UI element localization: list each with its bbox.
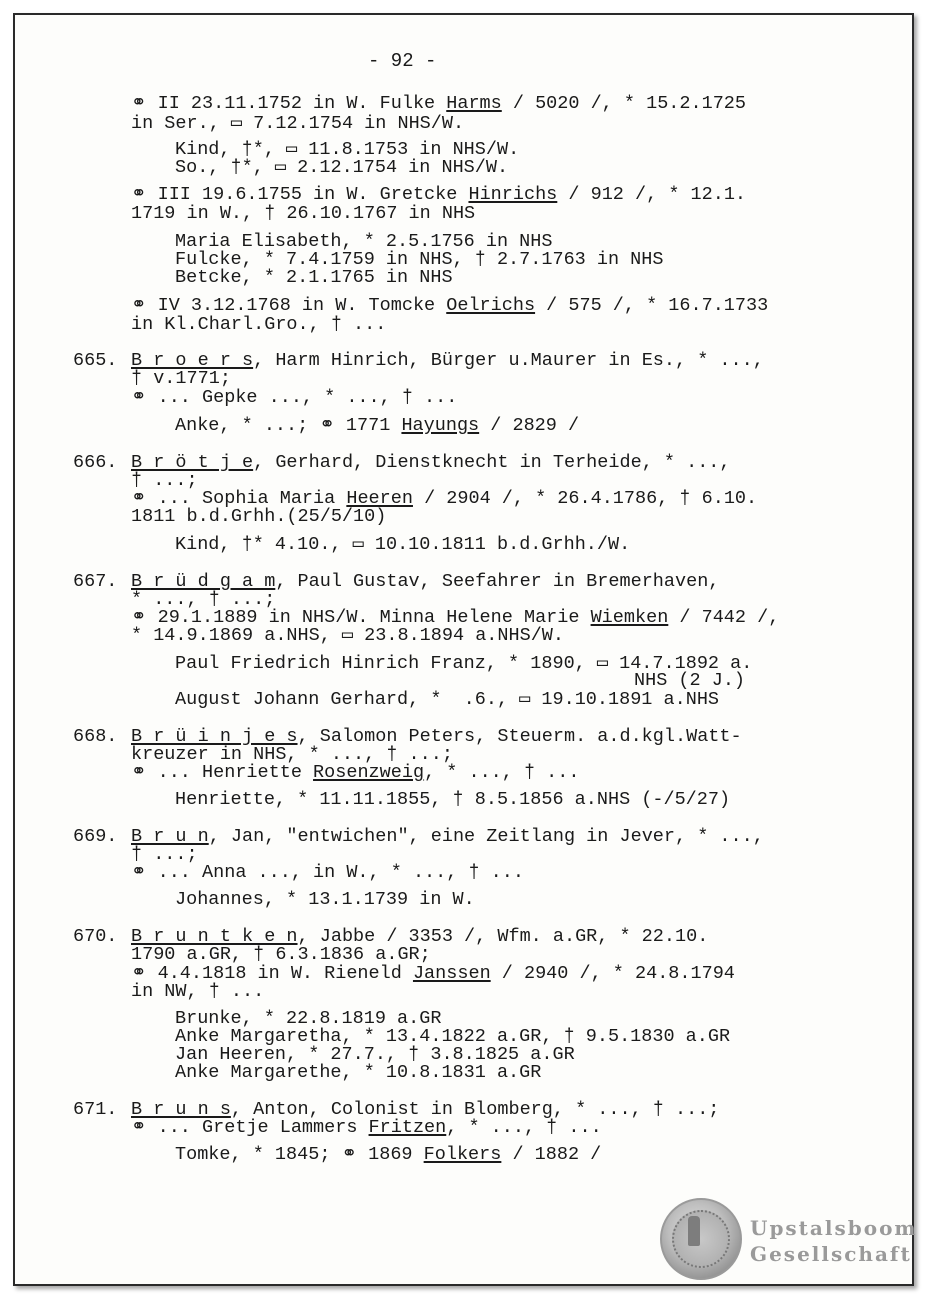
text-line: Anke, * ...; ⚭ 1771 Hayungs / 2829 / — [175, 415, 580, 436]
entry-number: 667. — [73, 571, 118, 592]
text-line: B r ü d g a m, Paul Gustav, Seefahrer in Bremerhaven, — [131, 571, 720, 592]
text-line: B r ü i n j e s, Salomon Peters, Steuerm. a.d.kgl.Watt- — [131, 726, 742, 747]
text-line: Betcke, * 2.1.1765 in NHS — [175, 267, 453, 288]
text-line: Brunke, * 22.8.1819 a.GR — [175, 1008, 442, 1029]
text-line: ⚭ ... Gepke ..., * ..., † ... — [131, 387, 458, 408]
text-line: Kind, †* 4.10., ▭ 10.10.1811 b.d.Grhh./W. — [175, 534, 631, 555]
text-line: ⚭ ... Gretje Lammers Fritzen, * ..., † ... — [131, 1117, 602, 1138]
text-line: Jan Heeren, * 27.7., † 3.8.1825 a.GR — [175, 1044, 575, 1065]
text-line: in NW, † ... — [131, 981, 265, 1002]
page-number: - 92 - — [368, 50, 437, 72]
text-line: Kind, †*, ▭ 11.8.1753 in NHS/W. — [175, 139, 520, 160]
text-line: Anke Margaretha, * 13.4.1822 a.GR, † 9.5.1830 a.GR — [175, 1026, 731, 1047]
text-line: ⚭ 4.4.1818 in W. Rieneld Janssen / 2940 /, * 24.8.1794 — [131, 963, 735, 984]
text-line: B r o e r s, Harm Hinrich, Bürger u.Maurer in Es., * ..., — [131, 350, 764, 371]
text-line: Henriette, * 11.11.1855, † 8.5.1856 a.NHS (-/5/27) — [175, 789, 731, 810]
text-line: B r ö t j e, Gerhard, Dienstknecht in Terheide, * ..., — [131, 452, 731, 473]
watermark-line1: Upstalsboom — [750, 1216, 918, 1240]
text-line: Paul Friedrich Hinrich Franz, * 1890, ▭ 14.7.1892 a. — [175, 653, 753, 674]
text-line: ⚭ ... Anna ..., in W., * ..., † ... — [131, 862, 524, 883]
text-line: Maria Elisabeth, * 2.5.1756 in NHS — [175, 231, 553, 252]
watermark-line2: Gesellschaft — [750, 1242, 912, 1266]
text-line: B r u n t k e n, Jabbe / 3353 /, Wfm. a.GR, * 22.10. — [131, 926, 709, 947]
text-line: 1719 in W., † 26.10.1767 in NHS — [131, 203, 476, 224]
entry-number: 670. — [73, 926, 118, 947]
text-line: * ..., † ...; — [131, 589, 276, 610]
text-line: † ...; — [131, 470, 198, 491]
text-line: Anke Margarethe, * 10.8.1831 a.GR — [175, 1062, 542, 1083]
text-line: ⚭ IV 3.12.1768 in W. Tomcke Oelrichs / 575 /, * 16.7.1733 — [131, 295, 769, 316]
text-line: NHS (2 J.) — [634, 670, 746, 691]
text-line: † ...; — [131, 844, 198, 865]
entry-number: 666. — [73, 452, 118, 473]
text-line: in Kl.Charl.Gro., † ... — [131, 314, 387, 335]
watermark — [658, 1198, 918, 1278]
text-line: 1811 b.d.Grhh.(25/5/10) — [131, 506, 387, 527]
entry-number: 665. — [73, 350, 118, 371]
text-line: Tomke, * 1845; ⚭ 1869 Folkers / 1882 / — [175, 1144, 602, 1165]
text-line: * 14.9.1869 a.NHS, ▭ 23.8.1894 a.NHS/W. — [131, 625, 565, 646]
text-line: ⚭ ... Henriette Rosenzweig, * ..., † ... — [131, 762, 580, 783]
text-line: ⚭ 29.1.1889 in NHS/W. Minna Helene Marie Wiemken / 7442 /, — [131, 607, 780, 628]
entry-number: 671. — [73, 1099, 118, 1120]
text-line: B r u n, Jan, "entwichen", eine Zeitlang in Jever, * ..., — [131, 826, 764, 847]
text-line: 1790 a.GR, † 6.3.1836 a.GR; — [131, 944, 431, 965]
text-line: ⚭ II 23.11.1752 in W. Fulke Harms / 5020 /, * 15.2.1725 — [131, 93, 747, 114]
entry-number: 669. — [73, 826, 118, 847]
text-line: ⚭ III 19.6.1755 in W. Gretcke Hinrichs / 912 /, * 12.1. — [131, 184, 747, 205]
text-line: in Ser., ▭ 7.12.1754 in NHS/W. — [131, 113, 465, 134]
text-line: kreuzer in NHS, * ..., † ...; — [131, 744, 453, 765]
text-line: ⚭ ... Sophia Maria Heeren / 2904 /, * 26.4.1786, † 6.10. — [131, 488, 758, 509]
text-line: Fulcke, * 7.4.1759 in NHS, † 2.7.1763 in NHS — [175, 249, 664, 270]
seal-icon — [660, 1198, 742, 1280]
text-line: August Johann Gerhard, * .6., ▭ 19.10.1891 a.NHS — [175, 689, 720, 710]
entry-number: 668. — [73, 726, 118, 747]
text-line: So., †*, ▭ 2.12.1754 in NHS/W. — [175, 157, 509, 178]
text-line: Johannes, * 13.1.1739 in W. — [175, 889, 475, 910]
text-line: B r u n s, Anton, Colonist in Blomberg, * ..., † ...; — [131, 1099, 720, 1120]
text-line: † v.1771; — [131, 368, 231, 389]
